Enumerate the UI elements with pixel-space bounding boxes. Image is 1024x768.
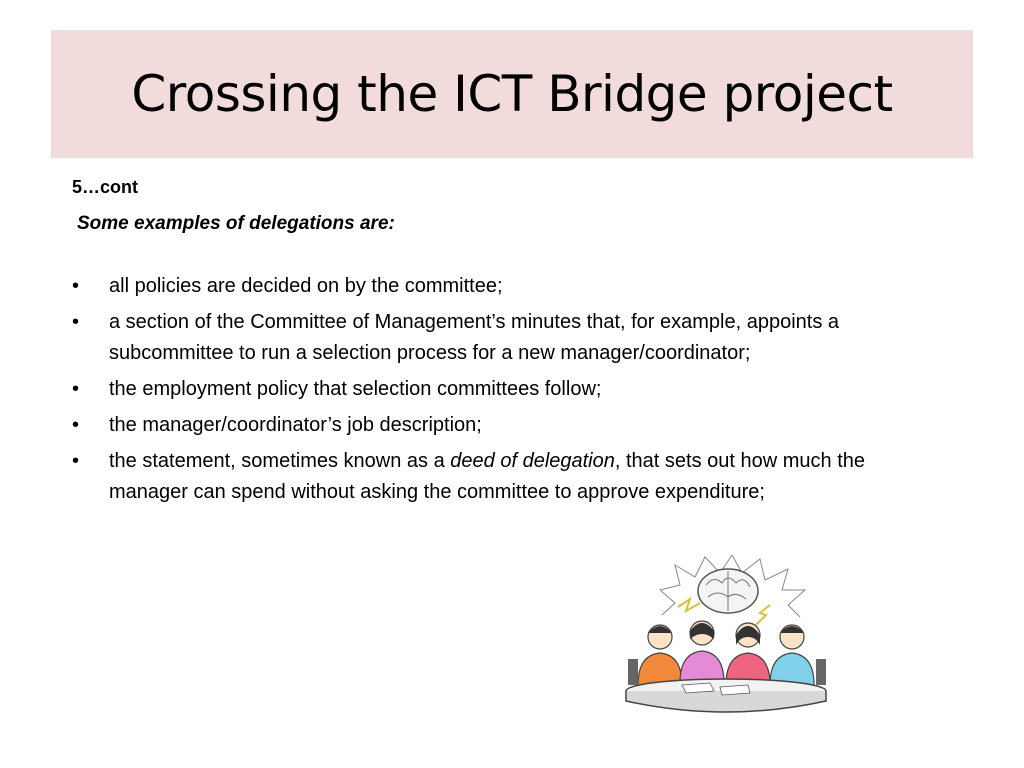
bullet-text-emphasis: deed of delegation	[450, 450, 615, 472]
person-3-icon	[726, 623, 770, 685]
bullet-text-before: the statement, sometimes known as a	[109, 450, 451, 472]
bullet-item	[72, 307, 912, 369]
brain-icon	[698, 569, 758, 613]
bullet-item	[72, 271, 912, 302]
person-1-icon	[638, 625, 682, 685]
bullet-list	[72, 271, 912, 508]
table-icon	[626, 679, 826, 712]
person-2-icon	[680, 621, 724, 683]
lightning-icon	[678, 599, 700, 611]
bullet-text-after: , that sets out how much the manager can spend without asking the committee to approve expenditure;	[109, 450, 866, 503]
bullet-dot: •	[72, 275, 80, 297]
bullet-text: all policies are decided on by the committee;	[109, 275, 503, 297]
bullet-text: a section of the Committee of Management’s minutes that, for example, appoints a subcommittee to run a selection process for a new manager/coordinator;	[109, 311, 840, 364]
bullet-text: the manager/coordinator’s job description;	[109, 414, 482, 436]
bullet-text: the employment policy that selection committees follow;	[109, 378, 602, 400]
lightning-icon	[756, 605, 770, 625]
bullet-dot: •	[72, 311, 80, 333]
person-4-icon	[770, 625, 814, 685]
bullet-dot: •	[72, 378, 80, 400]
bullet-item	[72, 374, 912, 405]
chair-icon	[628, 659, 638, 685]
brainstorm-meeting-clipart-icon	[620, 555, 832, 715]
subheading: 5…cont	[72, 177, 139, 197]
intro-text: Some examples of delegations are:	[77, 213, 395, 234]
bullet-dot: •	[72, 414, 80, 436]
title-band	[51, 30, 973, 158]
slide-title: Crossing the ICT Bridge project	[131, 65, 893, 123]
slide-body	[72, 174, 912, 513]
bullet-dot: •	[72, 450, 80, 472]
chair-icon	[816, 659, 826, 685]
bullet-item	[72, 410, 912, 441]
bullet-item	[72, 446, 912, 508]
